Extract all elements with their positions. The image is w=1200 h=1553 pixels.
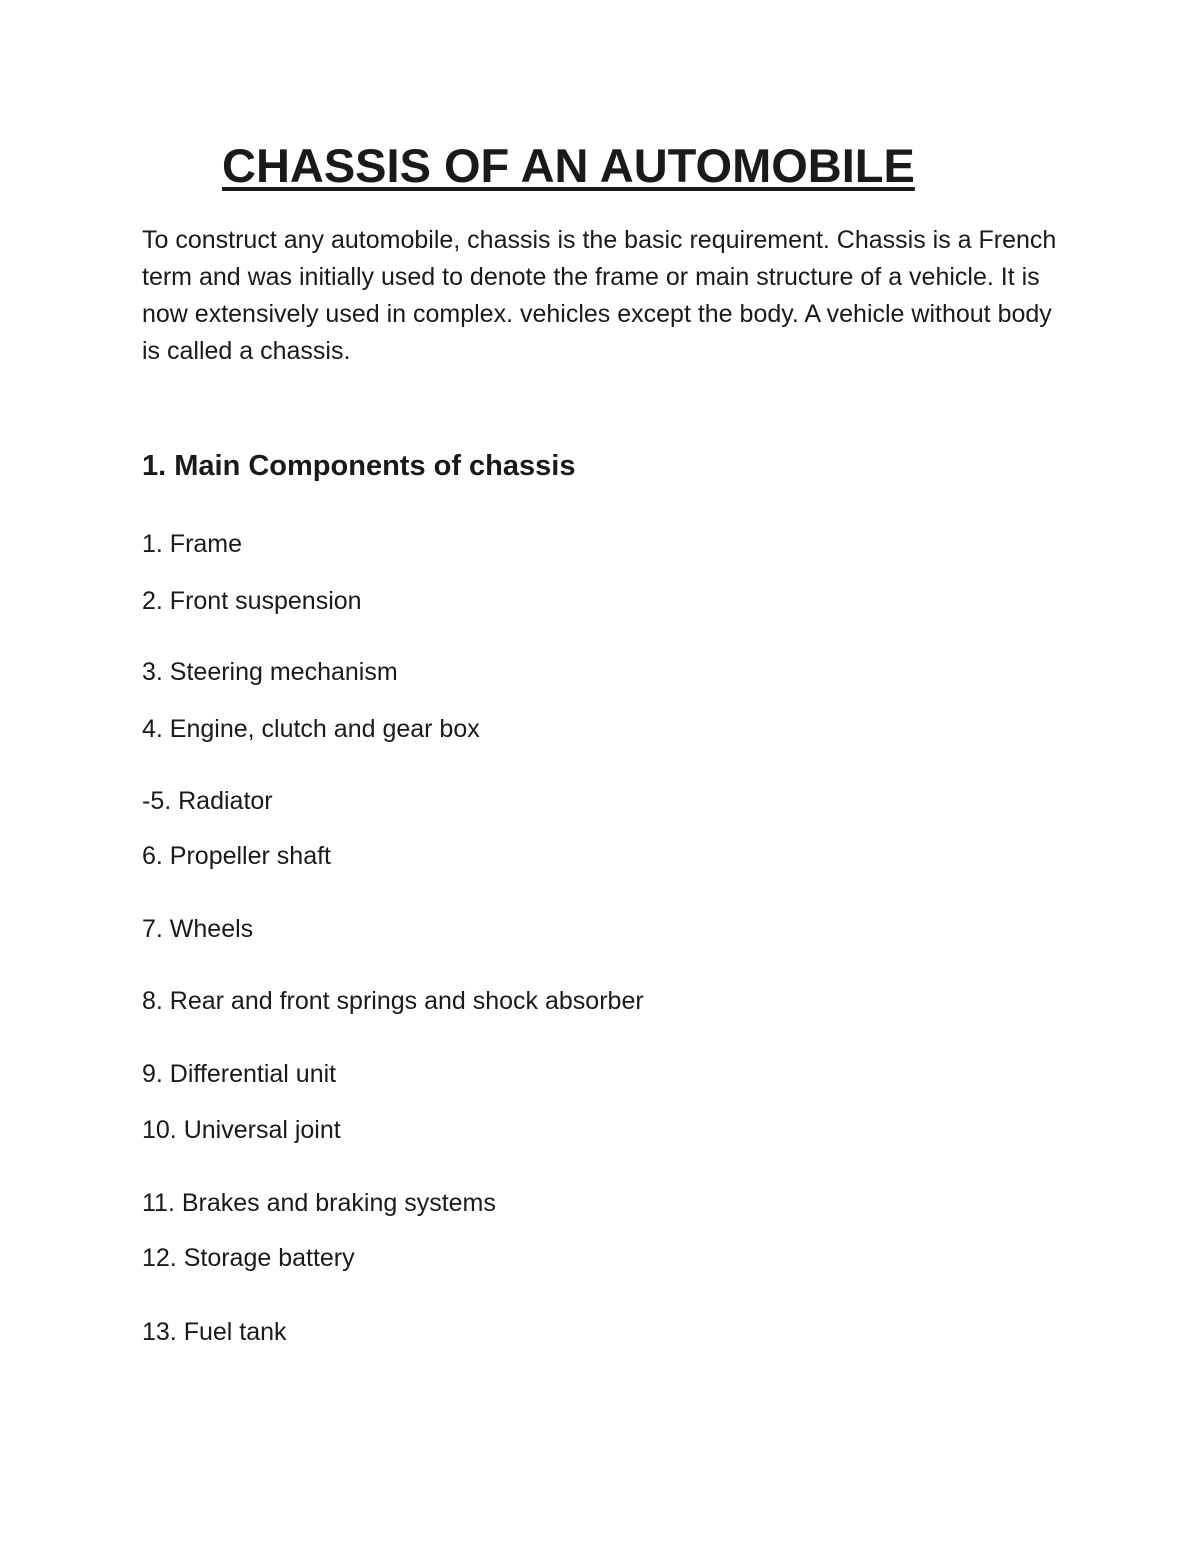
list-item: 1. Frame — [142, 530, 243, 558]
list-item: -5. Radiator — [142, 787, 273, 815]
list-item: 6. Propeller shaft — [142, 842, 331, 870]
list-item: 3. Steering mechanism — [142, 658, 398, 686]
document-title: CHASSIS OF AN AUTOMOBILE — [222, 139, 915, 192]
list-item: 12. Storage battery — [142, 1244, 355, 1272]
list-item: 8. Rear and front springs and shock absorber — [142, 987, 644, 1015]
list-item: 9. Differential unit — [142, 1060, 337, 1088]
list-item: 11. Brakes and braking systems — [142, 1189, 496, 1217]
section-heading: 1. Main Components of chassis — [142, 450, 576, 482]
list-item: 2. Front suspension — [142, 587, 362, 615]
list-item: 13. Fuel tank — [142, 1318, 287, 1346]
list-item: 7. Wheels — [142, 915, 254, 943]
list-item: 10. Universal joint — [142, 1116, 341, 1144]
list-item: 4. Engine, clutch and gear box — [142, 715, 480, 743]
intro-paragraph: To construct any automobile, chassis is the basic requirement. Chassis is a French term and was initially used to denote the frame or main structure of a vehicle. It is now extensively used in complex. vehicles except the body. A vehicle without body is called a chassis. — [142, 226, 1057, 365]
